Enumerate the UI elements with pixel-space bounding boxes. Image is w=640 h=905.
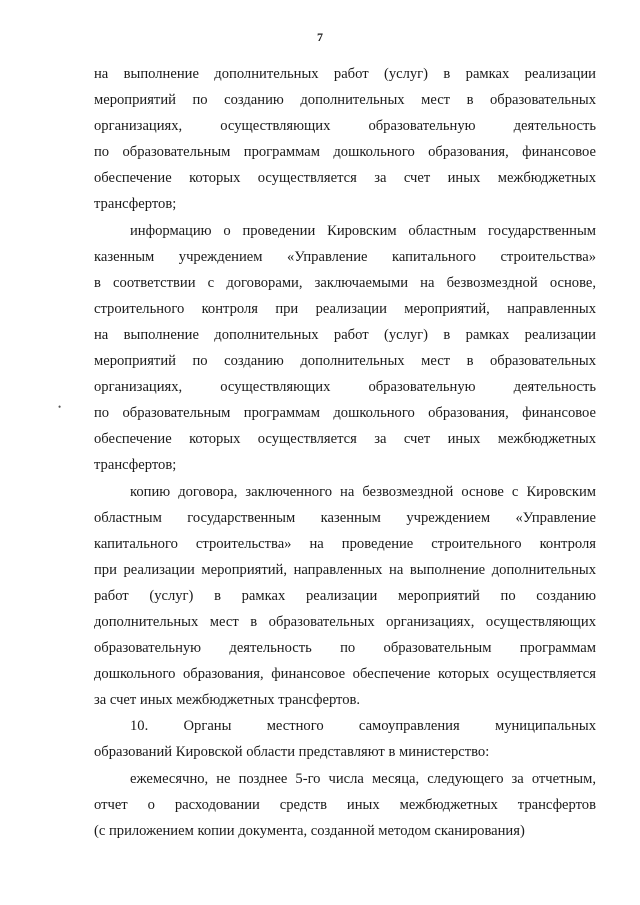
text-line: ежемесячно, не позднее 5-го числа месяца, следующего за отчетным, <box>130 770 596 787</box>
text-line: 10. Органы местного самоуправления муниципальных <box>130 718 596 735</box>
text-line: мероприятий по созданию дополнительных мест в образовательных <box>94 92 596 109</box>
text-line: по образовательным программам дошкольного образования, финансовое <box>94 144 596 161</box>
text-line: по образовательным программам дошкольного образования, финансовое <box>94 405 596 422</box>
text-line: строительного контроля при реализации мероприятий, направленных <box>94 300 596 317</box>
text-line: казенным учреждением «Управление капитального строительства» <box>94 248 596 265</box>
text-line: организациях, осуществляющих образовательную деятельность <box>94 118 596 135</box>
text-line: отчет о расходовании средств иных межбюджетных трансфертов <box>94 796 596 813</box>
text-line: образовательную деятельность по образовательным программам <box>94 640 596 657</box>
text-line: при реализации мероприятий, направленных на выполнение дополнительных <box>94 561 596 578</box>
text-line: на выполнение дополнительных работ (услуг) в рамках реализации <box>94 326 596 343</box>
paragraph <box>94 766 596 844</box>
paragraph <box>94 218 596 479</box>
paragraph <box>94 61 596 218</box>
text-line: обеспечение которых осуществляется за счет иных межбюджетных <box>94 170 596 187</box>
text-line: за счет иных межбюджетных трансфертов. <box>94 692 361 709</box>
text-line: организациях, осуществляющих образовательную деятельность <box>94 379 596 396</box>
page-number: 7 <box>317 30 323 44</box>
text-line: копию договора, заключенного на безвозмездной основе с Кировским <box>130 483 596 500</box>
text-line: информацию о проведении Кировским областным государственным <box>130 222 596 239</box>
text-line: трансфертов; <box>94 196 177 213</box>
text-line: образований Кировской области представляют в министерство: <box>94 744 490 761</box>
document-body <box>94 61 596 844</box>
paragraph <box>94 479 596 714</box>
text-line: областным государственным казенным учреждением «Управление <box>94 509 596 526</box>
text-line: дошкольного образования, финансовое обеспечение которых осуществляется <box>94 666 596 683</box>
text-line: (с приложением копии документа, созданной методом сканирования) <box>94 822 525 839</box>
scan-artifact: • <box>58 402 62 412</box>
text-line: обеспечение которых осуществляется за счет иных межбюджетных <box>94 431 596 448</box>
text-line: на выполнение дополнительных работ (услуг) в рамках реализации <box>94 66 596 82</box>
text-line: трансфертов; <box>94 457 177 474</box>
paragraph <box>94 713 596 765</box>
text-line: дополнительных мест в образовательных организациях, осуществляющих <box>94 613 596 630</box>
text-line: мероприятий по созданию дополнительных мест в образовательных <box>94 353 596 370</box>
text-line: работ (услуг) в рамках реализации мероприятий по созданию <box>94 587 596 604</box>
text-line: капитального строительства» на проведение строительного контроля <box>94 535 596 552</box>
text-line: в соответствии с договорами, заключаемыми на безвозмездной основе, <box>94 274 596 291</box>
